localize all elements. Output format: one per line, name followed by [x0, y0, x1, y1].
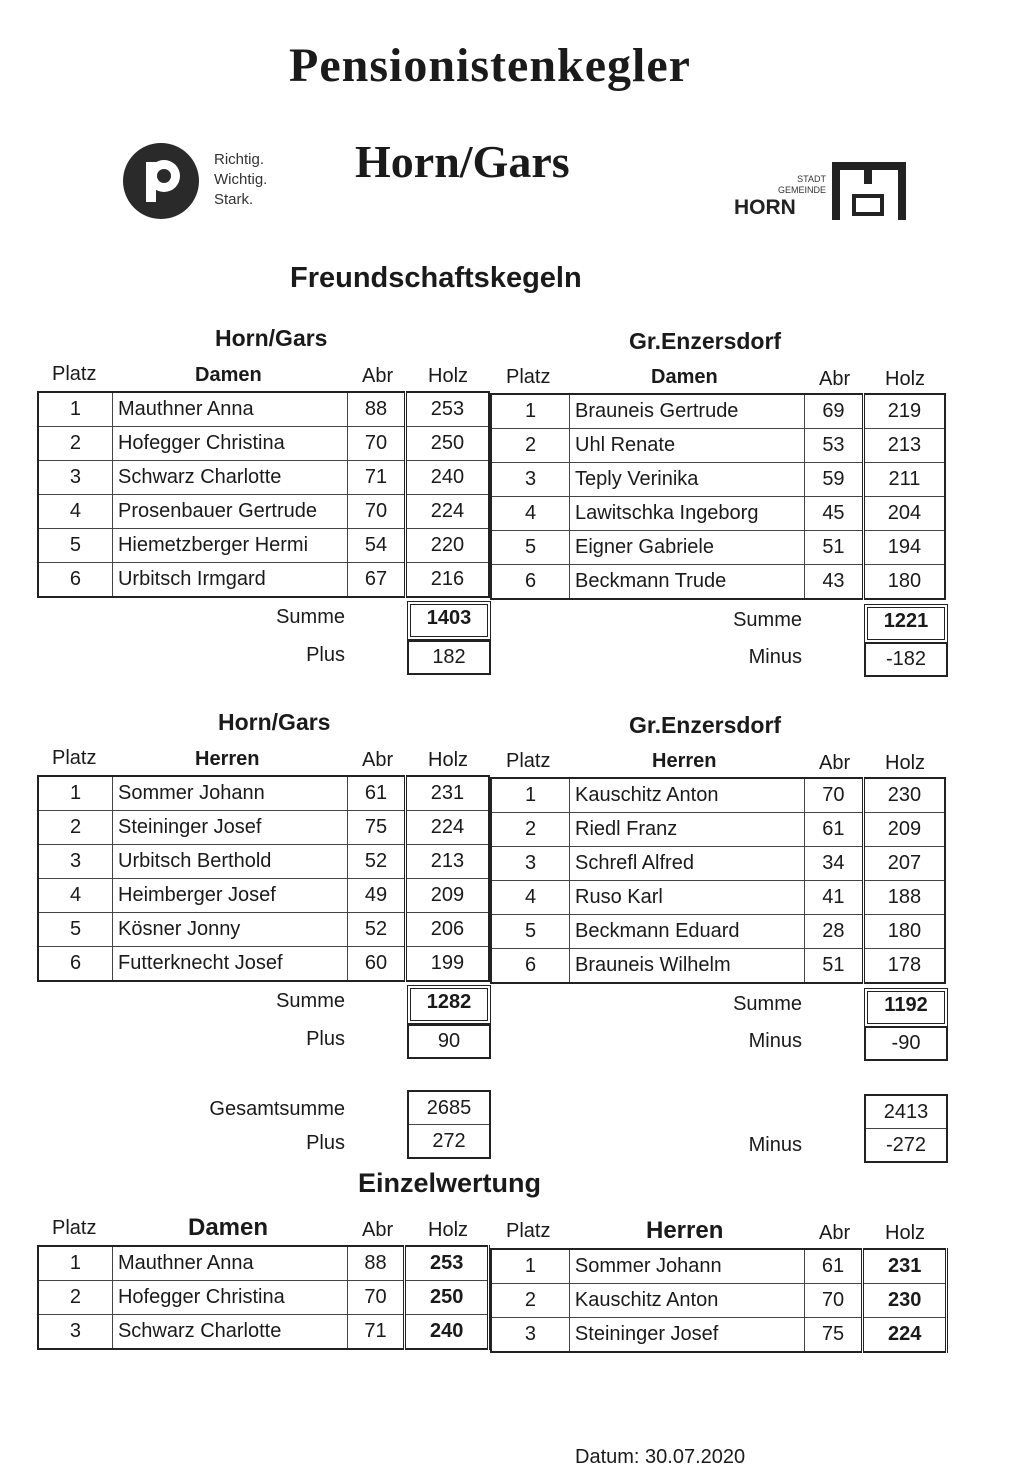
abr-cell: 70 — [348, 495, 406, 529]
table-row — [38, 563, 489, 598]
abr-cell: 61 — [805, 813, 864, 847]
herren-table-left — [37, 775, 490, 982]
holz-cell: 224 — [405, 495, 489, 529]
table-row — [38, 392, 489, 427]
abr-cell: 88 — [347, 1246, 405, 1281]
holz-cell: 209 — [405, 879, 489, 913]
platz-cell: 3 — [491, 847, 570, 881]
table-row — [38, 1281, 489, 1315]
platz-cell: 3 — [38, 1315, 112, 1350]
summe-value-right: 1192 — [864, 988, 948, 1027]
abr-cell: 49 — [348, 879, 406, 913]
gesamt-box-left — [407, 1090, 491, 1159]
page-title: Pensionistenkegler — [289, 39, 691, 92]
abr-cell: 41 — [805, 881, 864, 915]
abr-cell: 34 — [805, 847, 864, 881]
name-cell: Steininger Josef — [113, 811, 348, 845]
table-row — [38, 947, 489, 982]
table-row — [38, 811, 489, 845]
platz-cell: 3 — [38, 461, 112, 495]
col-header-holz: Holz — [885, 368, 926, 390]
platz-cell: 1 — [491, 1249, 569, 1284]
slogan-line: Stark. — [214, 191, 254, 208]
platz-cell: 5 — [38, 529, 112, 563]
platz-cell: 1 — [491, 778, 570, 813]
holz-cell: 209 — [863, 813, 945, 847]
page-subtitle: Horn/Gars — [355, 136, 570, 187]
summe-value-right: 1221 — [864, 604, 948, 643]
holz-cell: 211 — [863, 463, 945, 497]
col-header-damen: Damen — [195, 364, 262, 386]
table-row — [491, 565, 945, 600]
table-row — [491, 1284, 947, 1318]
platz-cell: 3 — [491, 1318, 569, 1353]
platz-cell: 5 — [491, 915, 570, 949]
name-cell: Hiemetzberger Hermi — [112, 529, 347, 563]
castle-icon — [830, 158, 910, 222]
name-cell: Urbitsch Berthold — [113, 845, 348, 879]
name-cell: Eigner Gabriele — [570, 531, 805, 565]
horn-logo — [734, 158, 914, 224]
holz-cell: 224 — [405, 811, 489, 845]
abr-cell: 75 — [804, 1318, 863, 1353]
holz-cell: 224 — [863, 1318, 947, 1353]
name-cell: Teply Verinika — [570, 463, 805, 497]
abr-cell: 70 — [804, 1284, 863, 1318]
party-logo-icon — [122, 142, 200, 220]
table-row — [491, 463, 945, 497]
plus-label: Plus — [306, 644, 345, 666]
plus-label: Plus — [306, 1028, 345, 1050]
col-header-platz: Platz — [52, 747, 97, 769]
platz-cell: 2 — [38, 811, 113, 845]
team-title-left: Horn/Gars — [218, 709, 331, 735]
name-cell: Hofegger Christina — [112, 1281, 347, 1315]
name-cell: Uhl Renate — [570, 429, 805, 463]
platz-cell: 2 — [491, 813, 570, 847]
table-row — [491, 949, 945, 984]
table-row — [38, 495, 489, 529]
abr-cell: 43 — [805, 565, 864, 600]
minus-label: Minus — [748, 646, 802, 668]
col-header-damen: Damen — [651, 366, 718, 388]
name-cell: Schrefl Alfred — [570, 847, 805, 881]
table-row — [38, 845, 489, 879]
holz-cell: 231 — [863, 1249, 947, 1284]
holz-cell: 230 — [863, 1284, 947, 1318]
abr-cell: 70 — [348, 427, 406, 461]
name-cell: Urbitsch Irmgard — [112, 563, 347, 598]
platz-cell: 6 — [38, 563, 112, 598]
platz-cell: 5 — [38, 913, 113, 947]
col-header-abr: Abr — [819, 752, 851, 774]
einzelwertung-title: Einzelwertung — [358, 1168, 542, 1198]
abr-cell: 51 — [805, 531, 864, 565]
holz-cell: 230 — [863, 778, 945, 813]
date-label: Datum: 30.07.2020 — [575, 1446, 746, 1468]
gesamt-total-right: 2413 — [883, 1101, 929, 1123]
gesamt-plus-left: 272 — [409, 1124, 489, 1157]
name-cell: Prosenbauer Gertrude — [112, 495, 347, 529]
logo-small-text: STADT — [797, 174, 826, 184]
name-cell: Kauschitz Anton — [569, 1284, 804, 1318]
holz-cell: 220 — [405, 529, 489, 563]
name-cell: Schwarz Charlotte — [112, 1315, 347, 1350]
name-cell: Lawitschka Ingeborg — [570, 497, 805, 531]
platz-cell: 4 — [38, 879, 113, 913]
abr-cell: 60 — [348, 947, 406, 982]
gesamtsumme-label: Gesamtsumme — [209, 1098, 345, 1120]
summe-value-left: 1282 — [407, 985, 491, 1024]
abr-cell: 51 — [805, 949, 864, 984]
holz-cell: 250 — [405, 1281, 489, 1315]
damen-table-left — [37, 391, 490, 598]
col-header-holz: Holz — [428, 365, 469, 387]
table-row — [491, 429, 945, 463]
abr-cell: 75 — [348, 811, 406, 845]
platz-cell: 5 — [491, 531, 570, 565]
table-row — [38, 913, 489, 947]
abr-cell: 71 — [348, 461, 406, 495]
name-cell: Beckmann Trude — [570, 565, 805, 600]
col-header-platz: Platz — [52, 1217, 97, 1239]
col-header-holz: Holz — [885, 752, 926, 774]
abr-cell: 54 — [348, 529, 406, 563]
name-cell: Brauneis Gertrude — [570, 394, 805, 429]
platz-cell: 4 — [38, 495, 112, 529]
name-cell: Riedl Franz — [570, 813, 805, 847]
herren-table-right — [490, 777, 946, 984]
col-header-abr: Abr — [362, 365, 394, 387]
col-header-abr: Abr — [362, 749, 394, 771]
col-header-abr: Abr — [819, 1222, 851, 1244]
logo-small-text: GEMEINDE — [777, 185, 826, 195]
abr-cell: 28 — [805, 915, 864, 949]
name-cell: Ruso Karl — [570, 881, 805, 915]
holz-cell: 240 — [405, 1315, 489, 1350]
table-row — [491, 394, 945, 429]
minus-label: Minus — [748, 1134, 802, 1156]
holz-cell: 207 — [863, 847, 945, 881]
summe-label: Summe — [276, 606, 345, 628]
table-row — [38, 1246, 489, 1281]
col-header-holz: Holz — [885, 1222, 926, 1244]
holz-cell: 178 — [863, 949, 945, 984]
holz-cell: 253 — [405, 1246, 489, 1281]
abr-cell: 71 — [347, 1315, 405, 1350]
platz-cell: 6 — [491, 949, 570, 984]
name-cell: Sommer Johann — [569, 1249, 804, 1284]
abr-cell: 61 — [804, 1249, 863, 1284]
platz-cell: 6 — [491, 565, 570, 600]
name-cell: Sommer Johann — [113, 776, 348, 811]
abr-cell: 67 — [348, 563, 406, 598]
logo-slogan — [214, 150, 267, 210]
summe-label: Summe — [276, 990, 345, 1012]
col-header-herren: Herren — [195, 748, 260, 770]
holz-cell: 219 — [863, 394, 945, 429]
col-header-platz: Platz — [52, 363, 97, 385]
table-row — [491, 497, 945, 531]
abr-cell: 61 — [348, 776, 406, 811]
col-header-abr: Abr — [819, 368, 851, 390]
abr-cell: 59 — [805, 463, 864, 497]
name-cell: Mauthner Anna — [112, 1246, 347, 1281]
name-cell: Brauneis Wilhelm — [570, 949, 805, 984]
platz-cell: 1 — [38, 1246, 112, 1281]
table-row — [491, 881, 945, 915]
col-header-herren: Herren — [652, 750, 717, 772]
col-header-platz: Platz — [506, 366, 551, 388]
abr-cell: 88 — [348, 392, 406, 427]
table-row — [491, 1249, 947, 1284]
abr-cell: 70 — [347, 1281, 405, 1315]
table-row — [491, 847, 945, 881]
team-title-right: Gr.Enzersdorf — [629, 712, 782, 738]
holz-cell: 213 — [863, 429, 945, 463]
table-row — [491, 915, 945, 949]
holz-cell: 180 — [863, 915, 945, 949]
platz-cell: 1 — [491, 394, 570, 429]
platz-cell: 2 — [38, 427, 112, 461]
holz-cell: 250 — [405, 427, 489, 461]
platz-cell: 2 — [491, 429, 570, 463]
slogan-line: Richtig. — [214, 151, 265, 168]
team-title-right: Gr.Enzersdorf — [629, 328, 782, 354]
platz-cell: 4 — [491, 497, 570, 531]
name-cell: Mauthner Anna — [112, 392, 347, 427]
table-row — [491, 813, 945, 847]
name-cell: Heimberger Josef — [113, 879, 348, 913]
logo-name: HORN — [734, 196, 796, 219]
platz-cell: 3 — [491, 463, 570, 497]
section-title: Freundschaftskegeln — [290, 262, 582, 294]
einzel-damen-table — [37, 1245, 490, 1350]
platz-cell: 1 — [38, 392, 112, 427]
col-header-holz: Holz — [428, 1219, 469, 1241]
name-cell: Beckmann Eduard — [570, 915, 805, 949]
col-header-herren: Herren — [646, 1217, 724, 1244]
table-row — [38, 879, 489, 913]
minus-label: Minus — [748, 1030, 802, 1052]
holz-cell: 204 — [863, 497, 945, 531]
holz-cell: 213 — [405, 845, 489, 879]
abr-cell: 52 — [348, 913, 406, 947]
gesamt-total-left: 2685 — [426, 1097, 472, 1119]
damen-table-right — [490, 393, 946, 600]
col-header-platz: Platz — [506, 1220, 551, 1242]
team-title-left: Horn/Gars — [215, 325, 328, 351]
abr-cell: 52 — [348, 845, 406, 879]
gesamt-box-right — [864, 1094, 948, 1163]
plus-value-left: 90 — [407, 1024, 491, 1059]
abr-cell: 53 — [805, 429, 864, 463]
einzel-herren-table — [490, 1248, 948, 1353]
platz-cell: 2 — [38, 1281, 112, 1315]
name-cell: Steininger Josef — [569, 1318, 804, 1353]
col-header-abr: Abr — [362, 1219, 394, 1241]
col-header-damen: Damen — [188, 1214, 269, 1241]
platz-cell: 3 — [38, 845, 113, 879]
name-cell: Hofegger Christina — [112, 427, 347, 461]
holz-cell: 216 — [405, 563, 489, 598]
holz-cell: 194 — [863, 531, 945, 565]
table-row — [491, 1318, 947, 1353]
holz-cell: 206 — [405, 913, 489, 947]
abr-cell: 69 — [805, 394, 864, 429]
table-row — [491, 778, 945, 813]
table-row — [491, 531, 945, 565]
table-row — [38, 461, 489, 495]
platz-cell: 4 — [491, 881, 570, 915]
name-cell: Futterknecht Josef — [113, 947, 348, 982]
abr-cell: 70 — [805, 778, 864, 813]
slogan-line: Wichtig. — [214, 171, 268, 188]
col-header-platz: Platz — [506, 750, 551, 772]
name-cell: Kauschitz Anton — [570, 778, 805, 813]
table-row — [38, 529, 489, 563]
platz-cell: 1 — [38, 776, 113, 811]
summe-label: Summe — [733, 993, 802, 1015]
name-cell: Schwarz Charlotte — [112, 461, 347, 495]
minus-value-right: -182 — [864, 642, 948, 677]
platz-cell: 6 — [38, 947, 113, 982]
holz-cell: 199 — [405, 947, 489, 982]
plus-value-left: 182 — [407, 640, 491, 675]
table-row — [38, 776, 489, 811]
holz-cell: 253 — [405, 392, 489, 427]
holz-cell: 180 — [863, 565, 945, 600]
gesamt-minus-right: -272 — [866, 1128, 946, 1161]
minus-value-right: -90 — [864, 1026, 948, 1061]
holz-cell: 240 — [405, 461, 489, 495]
name-cell: Kösner Jonny — [113, 913, 348, 947]
col-header-holz: Holz — [428, 749, 469, 771]
holz-cell: 231 — [405, 776, 489, 811]
abr-cell: 45 — [805, 497, 864, 531]
platz-cell: 2 — [491, 1284, 569, 1318]
table-row — [38, 427, 489, 461]
holz-cell: 188 — [863, 881, 945, 915]
plus-label: Plus — [306, 1132, 345, 1154]
table-row — [38, 1315, 489, 1350]
summe-label: Summe — [733, 609, 802, 631]
summe-value-left: 1403 — [407, 601, 491, 640]
